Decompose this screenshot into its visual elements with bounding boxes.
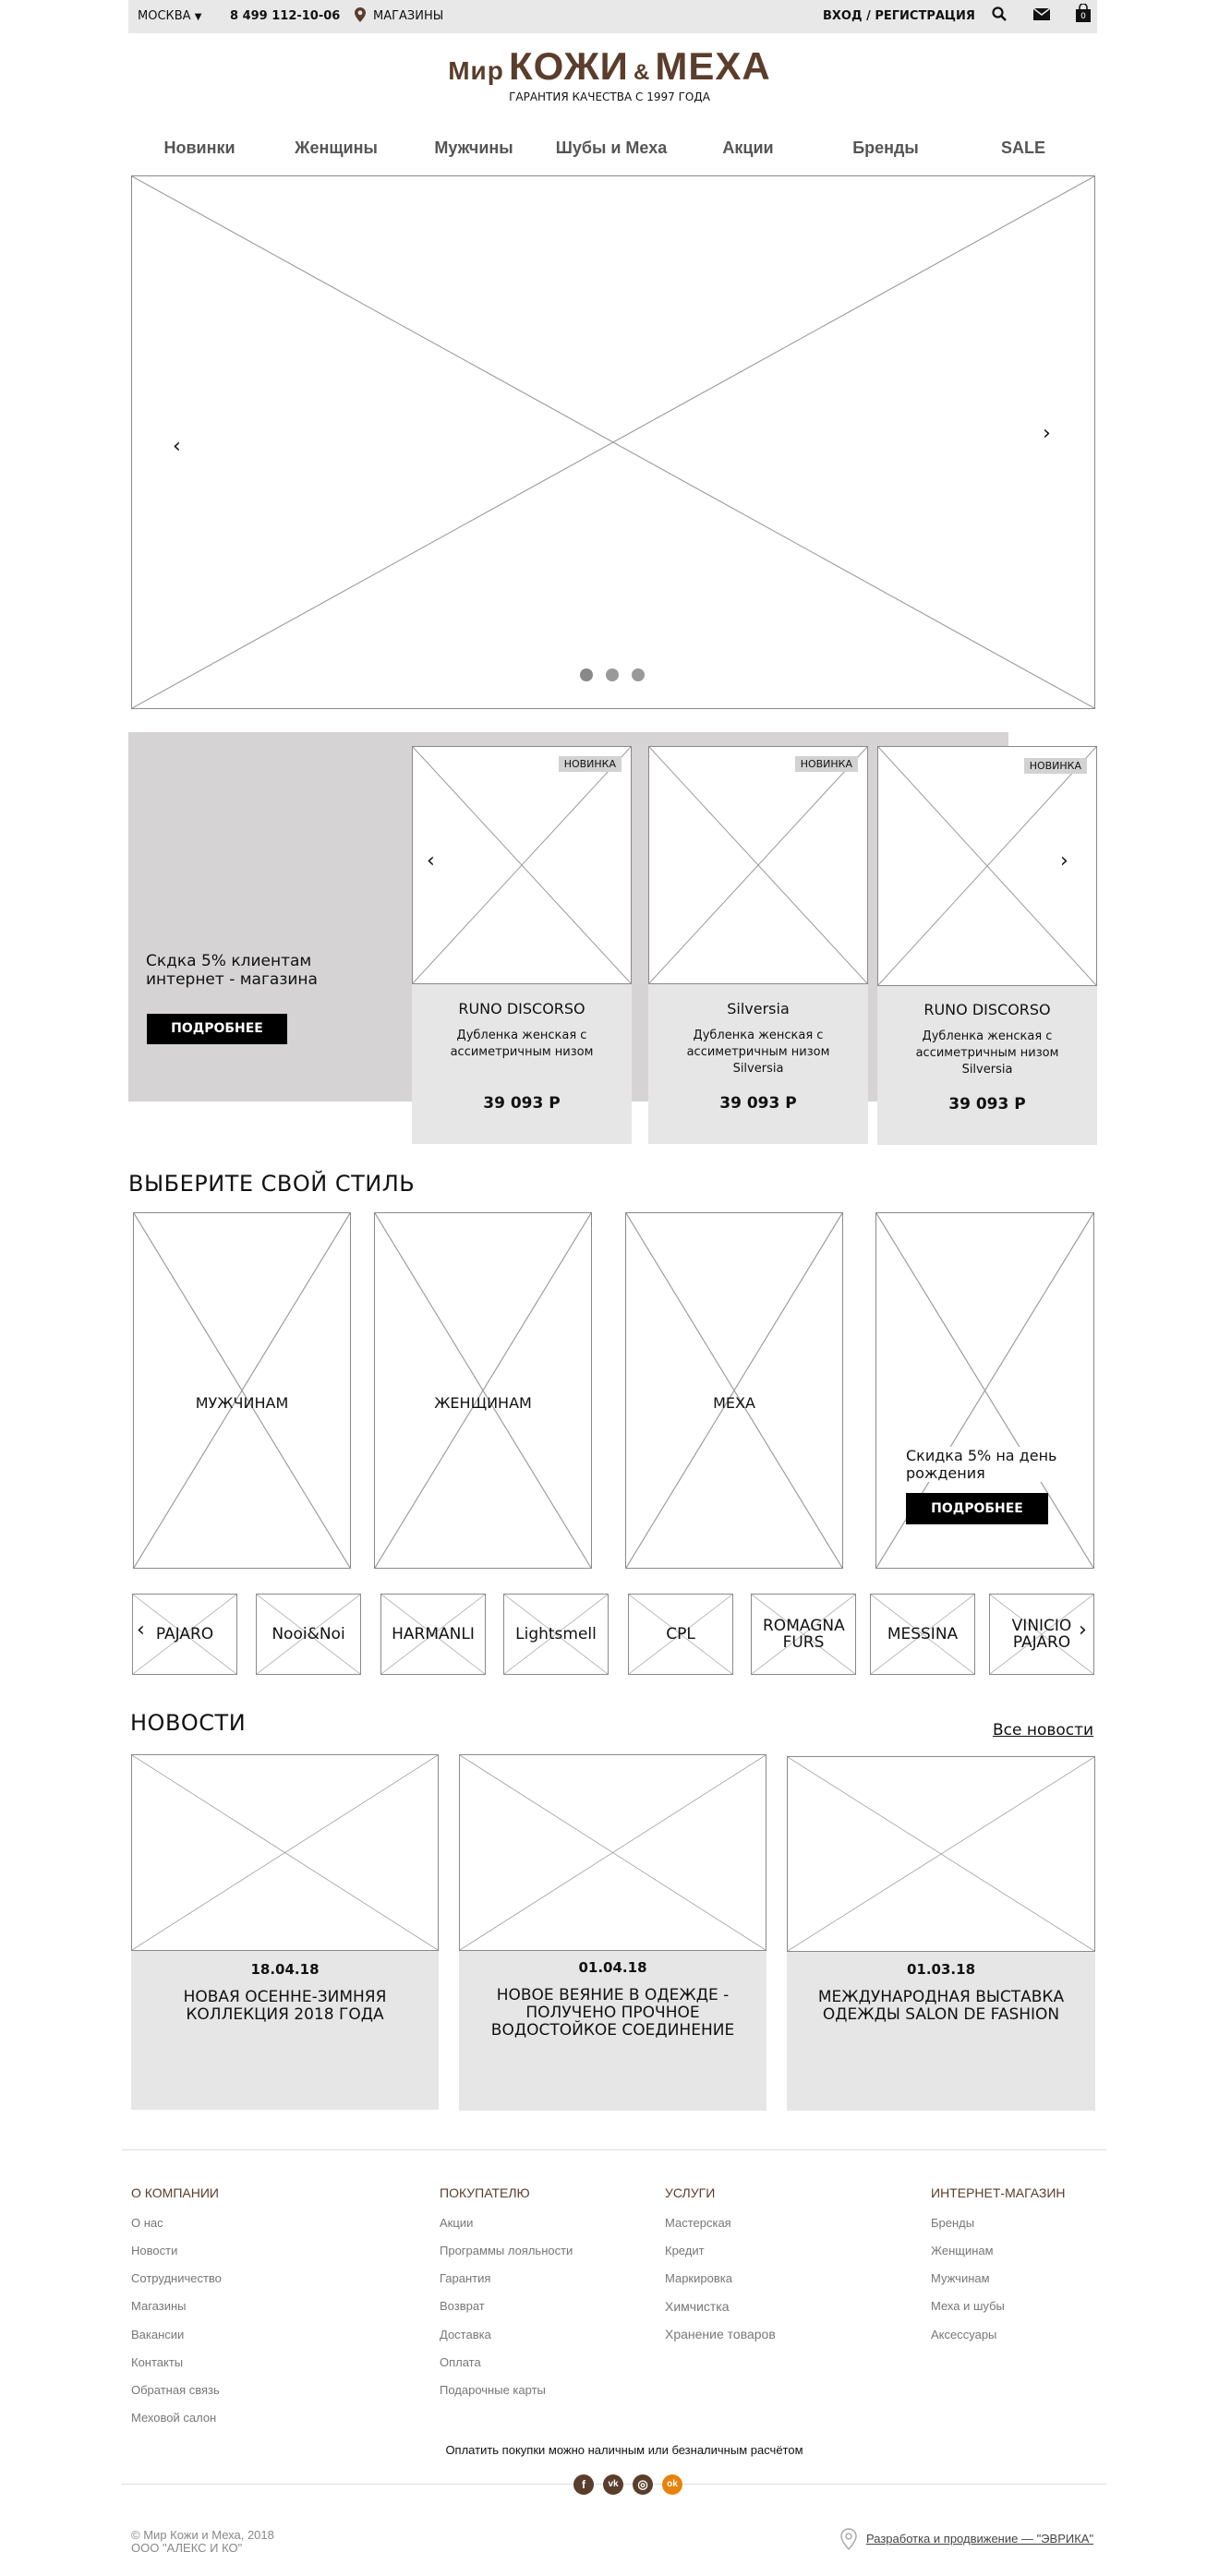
news-heading: НОВОСТИ <box>130 1710 247 1736</box>
slider-prev-arrow-icon[interactable]: ‹ <box>173 435 181 458</box>
birthday-discount-text: Скидка 5% на день рождения <box>906 1447 1081 1482</box>
style-tile-label: МЕХА <box>713 1394 755 1412</box>
brand-label: MESSINA <box>887 1625 959 1643</box>
brand-label: Nooi&Noi <box>272 1625 345 1643</box>
news-title: НОВОЕ ВЕЯНИЕ В ОДЕЖДЕ - ПОЛУЧЕНО ПРОЧНОЕ ВОДОСТОЙКОЕ СОЕДИНЕНИЕ <box>490 1986 735 2040</box>
footer-link[interactable]: Магазины <box>131 2299 187 2313</box>
promo-more-button[interactable]: ПОДРОБНЕЕ <box>147 1014 287 1044</box>
footer-link[interactable]: Химчистка <box>665 2299 730 2314</box>
product-description: Дубленка женская с ассиметричным низом <box>450 1029 594 1059</box>
style-tile-birthday <box>875 1212 1094 1569</box>
developer-link[interactable]: Разработка и продвижение — "ЭВРИКА" <box>866 2532 1094 2546</box>
news-date: 01.04.18 <box>578 1959 647 1976</box>
all-news-link[interactable]: Все новости <box>993 1721 1094 1739</box>
footer-link[interactable]: Акции <box>440 2216 474 2230</box>
payment-note: Оплатить покупки можно наличным или безналичным расчётом <box>445 2443 803 2457</box>
nav-item-furs[interactable]: Шубы и Меха <box>555 138 668 157</box>
style-heading: ВЫБЕРИТЕ СВОЙ СТИЛЬ <box>128 1171 416 1197</box>
brand-tile[interactable] <box>503 1594 609 1675</box>
copyright: © Мир Кожи и Меха, 2018 <box>131 2528 274 2542</box>
footer-link[interactable]: Подарочные карты <box>440 2383 546 2397</box>
developer-pin-icon <box>840 2528 857 2554</box>
footer-link[interactable]: Гарантия <box>440 2271 491 2285</box>
brand-tile[interactable] <box>870 1594 975 1675</box>
logo-word-mir: Мир <box>448 56 504 85</box>
search-icon[interactable] <box>992 6 1007 25</box>
brand-tile[interactable] <box>132 1594 237 1675</box>
phone-number[interactable]: 8 499 112-10-06 <box>230 9 341 23</box>
slider-dot-3[interactable] <box>632 668 645 681</box>
brand-label: ROMAGNA FURS <box>763 1617 845 1652</box>
style-tile-men[interactable] <box>133 1212 351 1569</box>
style-tile-label: ЖЕНЩИНАМ <box>434 1394 532 1412</box>
footer-link[interactable]: Сотрудничество <box>131 2271 222 2285</box>
facebook-icon[interactable]: f <box>573 2474 594 2495</box>
footer-link[interactable]: Маркировка <box>665 2271 732 2285</box>
brand-tile[interactable] <box>628 1594 733 1675</box>
location-pin-icon <box>355 7 366 26</box>
footer-link[interactable]: Оплата <box>440 2355 481 2369</box>
footer-column-title: ИНТЕРНЕТ-МАГАЗИН <box>931 2185 1066 2200</box>
footer-link[interactable]: Возврат <box>440 2299 485 2313</box>
footer-link[interactable]: Мастерская <box>665 2216 731 2230</box>
footer-link[interactable]: Обратная связь <box>131 2383 220 2397</box>
footer-link[interactable]: Программы лояльности <box>440 2244 573 2257</box>
product-description: Дубленка женская с ассиметричным низом Silversia <box>686 1029 830 1076</box>
brand-label: VINICIO PAJARO <box>1011 1617 1072 1652</box>
product-price: 39 093 Р <box>948 1095 1026 1113</box>
news-card[interactable] <box>787 1756 1095 2111</box>
footer-link[interactable]: Мужчинам <box>931 2271 990 2285</box>
product-image <box>648 746 868 984</box>
product-price: 39 093 Р <box>483 1094 561 1113</box>
logo-word-kozhi: КОЖИ <box>508 44 629 88</box>
footer-divider <box>122 2149 1106 2150</box>
hero-slider[interactable] <box>131 175 1095 709</box>
nav-item-sale[interactable]: SALE <box>1000 138 1046 157</box>
slider-dot-1[interactable] <box>580 668 593 681</box>
brand-tile[interactable] <box>256 1594 361 1675</box>
news-title: МЕЖДУНАРОДНАЯ ВЫСТАВКА ОДЕЖДЫ SALON DE FASHION <box>817 1988 1065 2024</box>
logo-tagline: ГАРАНТИЯ КАЧЕСТВА С 1997 ГОДА <box>509 90 710 103</box>
top-bar <box>128 0 1097 33</box>
product-title: RUNO DISCORSO <box>458 1000 585 1017</box>
instagram-icon[interactable]: ◎ <box>633 2474 653 2495</box>
product-card[interactable] <box>877 746 1097 1145</box>
footer-link[interactable]: Аксессуары <box>931 2328 997 2341</box>
footer-column-title: УСЛУГИ <box>665 2185 716 2200</box>
news-image <box>787 1756 1095 1952</box>
products-next-arrow-icon[interactable]: › <box>1060 849 1068 873</box>
product-title: RUNO DISCORSO <box>923 1001 1051 1018</box>
product-image <box>412 746 632 984</box>
login-register-link[interactable]: ВХОД / РЕГИСТРАЦИЯ <box>823 9 975 23</box>
slider-next-arrow-icon[interactable]: › <box>1043 422 1051 445</box>
products-prev-arrow-icon[interactable]: ‹ <box>427 849 435 873</box>
company-name: ООО "АЛЕКС И КО" <box>131 2541 243 2555</box>
footer-link[interactable]: Вакансии <box>131 2328 185 2341</box>
mail-icon[interactable] <box>1033 8 1050 24</box>
brands-next-arrow-icon[interactable]: › <box>1079 1619 1087 1642</box>
new-badge: НОВИНКА <box>1024 758 1087 774</box>
slider-dot-2[interactable] <box>606 668 619 681</box>
product-card[interactable] <box>412 746 632 1144</box>
footer-link[interactable]: О нас <box>131 2216 163 2230</box>
style-tile-furs[interactable] <box>625 1212 843 1569</box>
news-title: НОВАЯ ОСЕННЕ-ЗИМНЯЯ КОЛЛЕКЦИЯ 2018 ГОДА <box>183 1988 387 2024</box>
brand-label: HARMANLI <box>392 1625 475 1643</box>
promo-text: Скдка 5% клиентам интернет - магазина <box>146 952 318 989</box>
brand-label: CPL <box>666 1625 695 1643</box>
city-selector[interactable] <box>138 9 201 23</box>
news-card[interactable] <box>459 1754 766 2111</box>
vk-icon[interactable]: vk <box>603 2474 623 2495</box>
product-price: 39 093 Р <box>719 1094 797 1113</box>
new-badge: НОВИНКА <box>559 756 622 772</box>
style-tile-label: МУЖЧИНАМ <box>195 1394 289 1412</box>
footer-link[interactable]: Хранение товаров <box>665 2327 776 2341</box>
news-date: 01.03.18 <box>906 1961 976 1978</box>
logo-ampersand: & <box>633 60 651 85</box>
news-date: 18.04.18 <box>250 1961 320 1978</box>
brand-tile[interactable] <box>989 1594 1094 1675</box>
style-tile-women[interactable] <box>374 1212 592 1569</box>
brand-tile[interactable] <box>380 1594 486 1675</box>
logo-word-meha: МЕХА <box>655 44 771 88</box>
nav-item-women[interactable]: Женщины <box>295 138 378 157</box>
city-label: МОСКВА <box>138 9 191 23</box>
footer-column-title: О КОМПАНИИ <box>131 2185 219 2200</box>
stores-link[interactable]: МАГАЗИНЫ <box>373 9 444 23</box>
brand-label: Lightsmell <box>515 1625 597 1643</box>
footer-link[interactable]: Контакты <box>131 2355 184 2369</box>
footer-link[interactable]: Кредит <box>665 2244 705 2257</box>
brand-tile[interactable] <box>751 1594 856 1675</box>
cart-icon[interactable] <box>1076 4 1091 26</box>
nav-item-promotions[interactable]: Акции <box>722 138 774 157</box>
odnoklassniki-icon[interactable]: ok <box>662 2474 682 2495</box>
footer-column-title: ПОКУПАТЕЛЮ <box>440 2185 530 2200</box>
cart-count: 0 <box>1080 12 1086 21</box>
footer-link[interactable]: Новости <box>131 2244 178 2257</box>
footer-link[interactable]: Меховой салон <box>131 2411 217 2425</box>
nav-item-new[interactable]: Новинки <box>163 138 235 157</box>
news-card[interactable] <box>131 1754 439 2110</box>
brands-prev-arrow-icon[interactable]: ‹ <box>137 1619 145 1642</box>
footer-link[interactable]: Доставка <box>440 2328 491 2341</box>
brand-label: PAJARO <box>155 1625 214 1643</box>
new-badge: НОВИНКА <box>795 756 858 772</box>
footer-link[interactable]: Меха и шубы <box>931 2299 1005 2313</box>
news-image <box>131 1754 439 1951</box>
product-description: Дубленка женская с ассиметричным низом Silversia <box>915 1029 1059 1077</box>
nav-item-brands[interactable]: Бренды <box>852 138 919 157</box>
product-card[interactable] <box>648 746 868 1144</box>
news-image <box>459 1754 766 1951</box>
chevron-down-icon: ▼ <box>194 12 202 22</box>
birthday-more-button[interactable]: ПОДРОБНЕЕ <box>906 1493 1048 1524</box>
product-title: Silversia <box>727 1000 790 1017</box>
nav-item-men[interactable]: Мужчины <box>434 138 513 157</box>
site-logo[interactable] <box>0 44 1219 109</box>
image-placeholder <box>132 176 1094 708</box>
footer-link[interactable]: Бренды <box>931 2216 975 2230</box>
footer-link[interactable]: Женщинам <box>931 2244 994 2257</box>
